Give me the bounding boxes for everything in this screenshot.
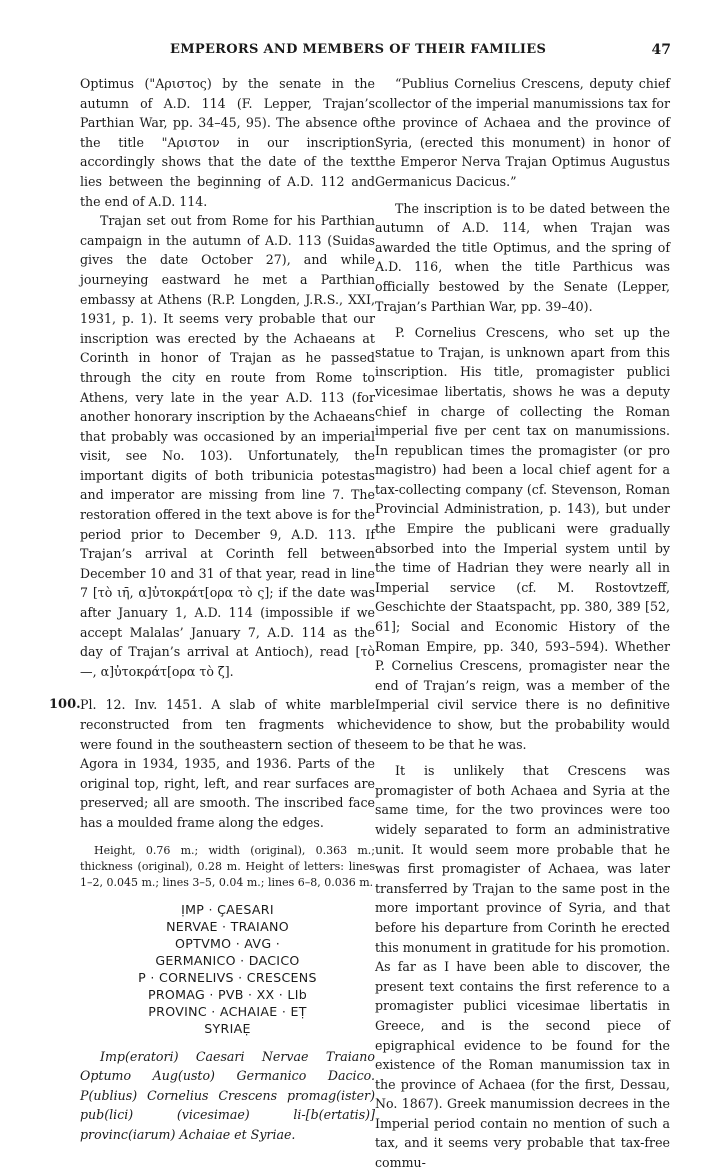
right-column (375, 74, 670, 1173)
inscription-line: SYRIAẸ (204, 1020, 251, 1036)
inscription-text (80, 901, 375, 1037)
inscription-line: P · CORNELIVS · CRESCENS (138, 969, 317, 985)
promagister-paragraph: It is unlikely that Crescens was promagister of both Achaea and Syria at the same time, for the two provinces were too widely separated to form an administrative unit. It would seem more probable that he was first promagister of Achaea, was later transferred by Trajan to the same post in the more important province of Syria, and that before his departure from Corinth he erected this monument in gratitude for his promotion. As far as I have been able to discover, the present text contains the first reference to a promagister publici vicesimae libertatis in Greece, and is the second piece of epigraphical evidence to be found for the existence of the Roman manumission tax in the province of Achaea (for the first, Dessau, No. 1867). Greek manumission decrees in the Imperial period contain no mention of such a tax, and it seems very probable that tax-free commu- (375, 763, 670, 1171)
inscription-line: NERVAE · TRAIANO (166, 918, 289, 934)
entry-100 (49, 695, 375, 1144)
running-title: EMPERORS AND MEMBERS OF THEIR FAMILIES (170, 42, 547, 57)
inscription-line: OPTVMO · AVG · (175, 935, 280, 951)
inscription-line: GERMANICO · DACICO (155, 952, 300, 968)
entry-measurements: Height, 0.76 m.; width (original), 0.363 m.; thickness (original), 0.28 m. Height of letters: lines 1–2, 0.045 m.; lines 3–5, 0.04 m.; lines 6–8, 0.036 m. (80, 843, 375, 889)
crescens-paragraph: P. Cornelius Crescens, who set up the statue to Trajan, is unknown apart from this inscription. His title, promagister publici vicesimae libertatis, shows he was a deputy chief in charge of collecting the Roman imperial five per cent tax on manumissions. In republican times the promagister (or pro magistro) had been a local chief agent for a tax-collecting company (cf. Stevenson, Roman Provincial Administration, p. 143), but under the Empire the publicani were gradually absorbed into the Imperial system until by the time of Hadrian they were nearly all in Imperial service (cf. M. Rostovtzeff, Geschichte der Staatspacht, pp. 380, 389 [52, 61]; Social and Economic History of the Roman Empire, pp. 340, 593–594). Whether P. Cornelius Crescens, promagister near the end of Trajan’s reign, was a member of the Imperial civil service there is no definitive evidence to show, but the probability would seem to be that he was. (375, 325, 670, 752)
page-number: 47 (651, 42, 671, 58)
left-column (49, 74, 375, 1145)
running-header (0, 42, 725, 64)
translation-paragraph: “Publius Cornelius Crescens, deputy chief collector of the imperial manumissions tax for the province of Achaea and the province of Syria, (erected this monument) in honor of the Emperor Nerva Trajan Optimus Augustus Germanicus Dacicus.” (375, 76, 670, 189)
inscription-line: PROVINC · ACHAIAE · EṬ (148, 1003, 307, 1019)
continuation-paragraph: Optimus ("Αριστος) by the senate in the autumn of A.D. 114 (F. Lepper, Trajan’s Parthian War, pp. 34–45, 95). The absence of the title "Αριστον in our inscription accordingly shows that the date of the text lies between the beginning of A.D. 112 and the end of A.D. 114. (80, 76, 375, 209)
trajan-journey-paragraph: Trajan set out from Rome for his Parthian campaign in the autumn of A.D. 113 (Suidas gives the date October 27), and while journeying eastward he met a Parthian embassy at Athens (R.P. Longden, J.R.S., XXI, 1931, p. 1). It seems very probable that our inscription was erected by the Achaeans at Corinth in honor of Trajan as he passed through the city en route from Rome to Athens, very late in the year A.D. 113 (for another honorary inscription by the Achaeans that probably was occasioned by an imperial visit, see No. 103). Unfortunately, the important digits of both tribunicia potestas and imperator are missing from line 7. The restoration offered in the text above is for the period prior to December 9, A.D. 113. If Trajan’s arrival at Corinth fell between December 10 and 31 of that year, read in line 7 [τὸ ιη̄, α]ὐτοκράτ[ορα τὸ ς]; if the date was after January 1, A.D. 114 (impossible if we accept Malalas’ January 7, A.D. 114 as the day of Trajan’s arrival at Antioch), read [τὸ —, α]ὐτοκράτ[ορα τὸ ζ̄]. (80, 213, 375, 679)
entry-description: Pl. 12. Inv. 1451. A slab of white marble reconstructed from ten fragments which were found in the southeastern section of the Agora in 1934, 1935, and 1936. Parts of the original top, right, left, and rear surfaces are preserved; all are smooth. The inscribed face has a moulded frame along the edges. (80, 697, 375, 830)
dating-paragraph: The inscription is to be dated between the autumn of A.D. 114, when Trajan was awarded the title Optimus, and the spring of A.D. 116, when the title Parthicus was officially bestowed by the Senate (Lepper, Trajan’s Parthian War, pp. 39–40). (375, 200, 670, 314)
inscription-line: PROMAG · PVB · XX · LIb (147, 986, 308, 1002)
inscription-line: ỊMP · ÇAESARI (181, 901, 274, 917)
transliteration: Imp(eratori) Caesari Nervae Traiano Optumo Aug(usto) Germanico Dacico. P(ublius) Cornelius Crescens promag(ister) pub(lici) (vicesimae) li-[b(ertatis)] provinc(iarum) Achaiae et Syriae. (80, 1048, 375, 1142)
entry-number: 100. (49, 697, 81, 713)
